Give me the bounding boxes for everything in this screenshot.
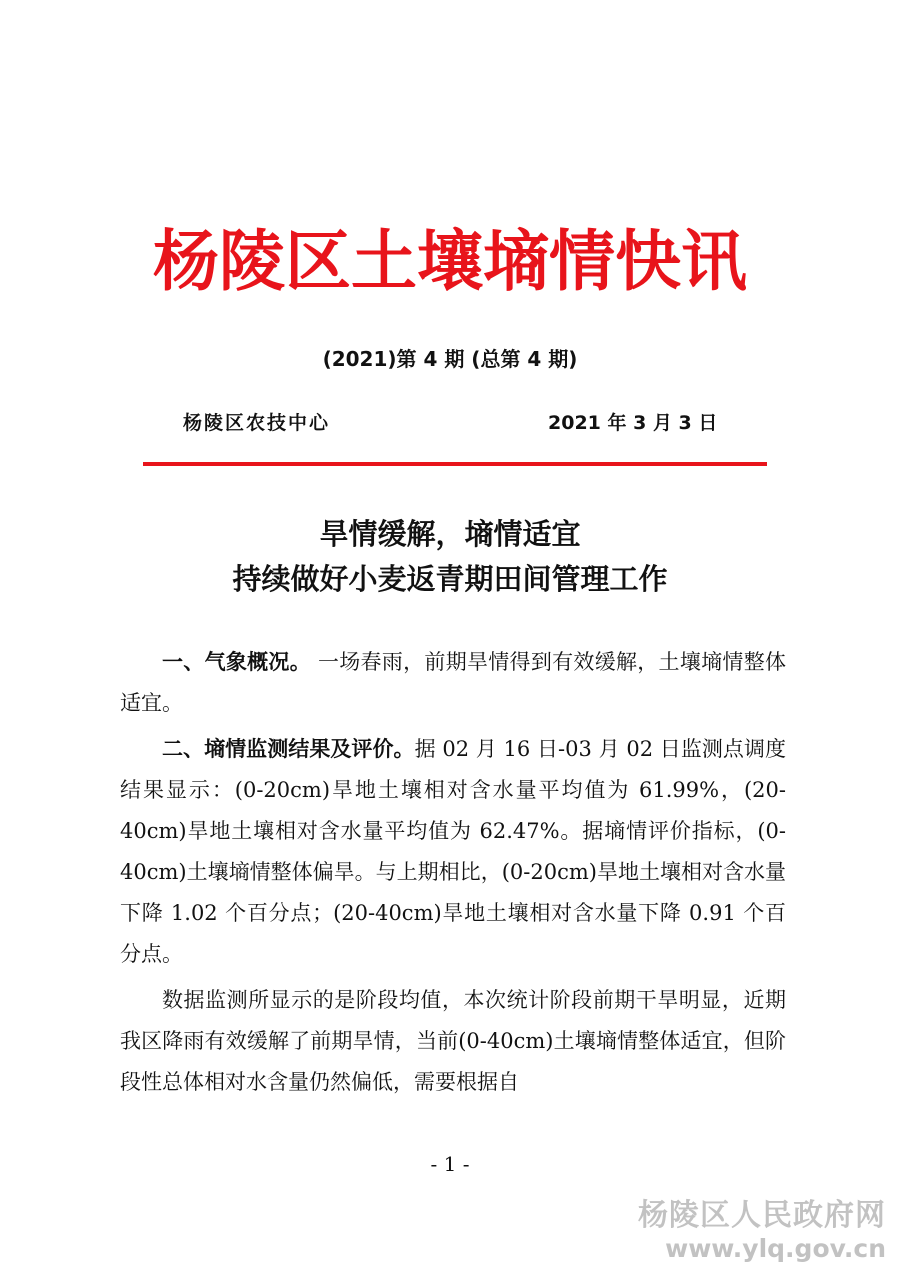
issue-date: 2021 年 3 月 3 日	[548, 412, 718, 434]
paragraph-weather	[120, 642, 786, 724]
issuer-name: 杨陵区农技中心	[183, 412, 331, 434]
article-body	[120, 642, 786, 1108]
article-headline-line-1: 旱情缓解，墒情适宜	[319, 517, 581, 551]
paragraph-monitoring-text: 据 02 月 16 日-03 月 02 日监测点调度结果显示：(0-20cm)旱地土壤相对含水量平均值为 61.99%，(20-40cm)旱地土壤相对含水量平均值为 62.47%。据墒情评价指标，(0-40cm)土壤墒情整体偏旱。与上期相比，(0-20cm)旱地土壤相对含水量下降 1.02 个百分点；(20-40cm)旱地土壤相对含水量下降 0.91 个百分点。	[120, 737, 787, 966]
masthead-title: 杨陵区土壤墒情快讯	[153, 223, 747, 300]
watermark-site-name: 杨陵区人民政府网	[638, 1198, 886, 1233]
red-divider	[143, 462, 767, 466]
paragraph-weather-text: 一场春雨，前期旱情得到有效缓解，土壤墒情整体适宜。	[120, 650, 786, 715]
site-watermark	[638, 1198, 886, 1264]
section-heading-weather: 一、气象概况。	[162, 650, 312, 674]
watermark-url: www.ylq.gov.cn	[665, 1234, 886, 1263]
article-headline-line-2: 持续做好小麦返青期田间管理工作	[232, 562, 668, 596]
paragraph-monitoring	[120, 729, 786, 975]
paragraph-analysis: 数据监测所显示的是阶段均值，本次统计阶段前期干旱明显，近期我区降雨有效缓解了前期旱情，当前(0-40cm)土壤墒情整体适宜，但阶段性总体相对水含量仍然偏低，需要根据自	[120, 988, 786, 1094]
page-number: - 1 -	[430, 1152, 470, 1176]
section-heading-monitoring: 二、墒情监测结果及评价。	[162, 737, 415, 761]
issue-number: (2021)第 4 期 (总第 4 期)	[322, 347, 578, 371]
